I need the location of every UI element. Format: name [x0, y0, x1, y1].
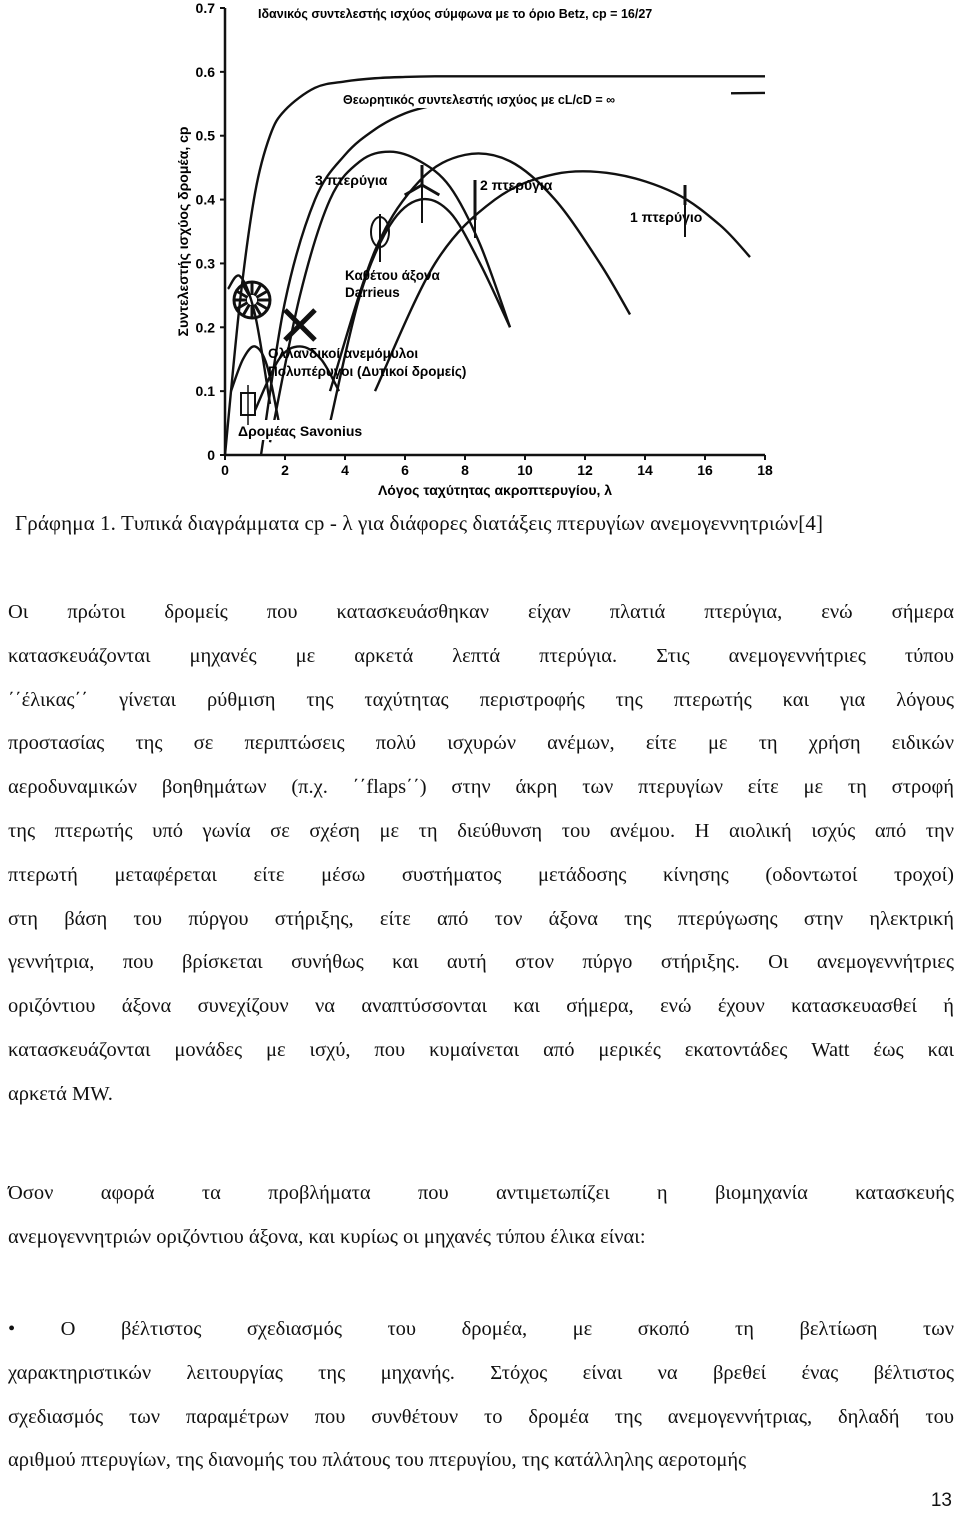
- darrieus-label-1: Καθέτου άξονα: [345, 268, 440, 283]
- paragraph-1-line: κατασκευάζονται μονάδες με ισχύ, που κυμαίνεται από μερικές εκατοντάδες Watt έως και: [8, 1038, 954, 1061]
- multiblade-label: Πολυπέρυγοι (Δυτικοί δρομείς): [268, 364, 467, 379]
- dutch-label: Ολλανδικοί ανεμόμυλοι: [268, 346, 419, 361]
- x-tick-label: 6: [401, 462, 409, 478]
- y-axis-label: Συντελεστής ισχύος δρομέα, cp: [175, 126, 191, 337]
- cp-lambda-chart: [150, 0, 800, 500]
- paragraph-2-line: Όσον αφορά τα προβλήματα που αντιμετωπίζει η βιομηχανία κατασκευής: [8, 1182, 954, 1204]
- paragraph-1-line: πτερωτή μεταφέρεται είτε μέσω συστήματος μετάδοσης κίνησης (οδοντωτοί τροχοί): [8, 863, 954, 886]
- paragraph-1-line: Οι πρώτοι δρομείς που κατασκευάσθηκαν είχαν πλατιά πτερύγια, ενώ σήμερα: [8, 601, 954, 623]
- chart-ticks: [196, 0, 773, 478]
- chart-labels: [175, 4, 731, 498]
- y-tick-label: 0.7: [195, 0, 215, 16]
- y-tick-label: 0.3: [195, 255, 215, 272]
- paragraph-1-line: γεννήτρια, που βρίσκεται συνήθως και αυτή στον πύργο στήριξης. Οι ανεμογεννήτριες: [8, 951, 954, 974]
- paragraph-1-line: αρκετά MW.: [8, 1082, 113, 1105]
- paragraph-2-line: ανεμογεννητριών οριζόντιου άξονα, και κυρίως οι μηχανές τύπου έλικα είναι:: [8, 1225, 646, 1248]
- y-tick-label: 0.1: [195, 383, 215, 400]
- one-blade-label: 1 πτερύγιο: [630, 209, 703, 225]
- paragraph-3-line: χαρακτηριστικών λειτουργίας της μηχανής. Στόχος είναι να βρεθεί ένας βέλτιστος: [8, 1361, 954, 1384]
- x-tick-label: 2: [281, 462, 289, 478]
- darrieus-curve: [330, 199, 510, 423]
- y-tick-label: 0.2: [195, 319, 215, 336]
- betz-label: Ιδανικός συντελεστής ισχύος σύμφωνα με το όριο Betz, cp = 16/27: [258, 7, 653, 21]
- three-blades-label: 3 πτερύγια: [315, 172, 388, 188]
- paragraph-3-line: σχεδιασμός των παραμέτρων που συνθέτουν το δρομέα της ανεμογεννήτριας, δηλαδή του: [8, 1405, 954, 1428]
- paragraph-1-line: της πτερωτής υπό γωνία σε σχέση με τη διεύθυνση του ανέμου. Η αιολική ισχύς από την: [8, 819, 954, 842]
- three-blade-turbine-icon: [405, 165, 440, 223]
- x-tick-label: 12: [577, 462, 593, 478]
- page-number: 13: [930, 1490, 952, 1511]
- paragraph-1-line: ΄΄έλικας΄΄ γίνεται ρύθμιση της ταχύτητας περιστροφής της πτερωτής και για λόγους: [8, 688, 954, 711]
- y-tick-label: 0.4: [195, 191, 215, 208]
- paragraph-1-line: στη βάση του πύργου στήριξης, είτε από τον άξονα της πτερύγωσης στην ηλεκτρική: [8, 907, 954, 930]
- paragraph-1-line: κατασκευάζονται μηχανές με αρκετά λεπτά πτερύγια. Στις ανεμογεννήτριες τύπου: [8, 644, 954, 667]
- x-tick-label: 18: [757, 462, 773, 478]
- x-tick-label: 14: [637, 462, 653, 478]
- x-tick-label: 0: [221, 462, 229, 478]
- paragraph-1-line: οριζόντιου άξονα συνεχίζουν να αναπτύσσονται και σήμερα, ενώ έχουν κατασκευασθεί ή: [8, 995, 954, 1018]
- two-blades-label: 2 πτερύγια: [480, 177, 553, 193]
- chart-curves: [225, 76, 765, 455]
- dutch-windmill-icon: [285, 310, 315, 340]
- y-tick-label: 0: [207, 447, 215, 463]
- paragraph-1: [8, 591, 954, 1117]
- paragraph-3-line: • Ο βέλτιστος σχεδιασμός του δρομέα, με σκοπό τη βελτίωση των: [8, 1318, 954, 1340]
- y-tick-label: 0.6: [195, 63, 215, 80]
- paragraph-3: [8, 1308, 954, 1483]
- x-tick-label: 10: [517, 462, 533, 478]
- x-tick-label: 8: [461, 462, 469, 478]
- three-blade-turbine-icon-blade: [422, 185, 439, 195]
- paragraph-2: [8, 1172, 954, 1260]
- theoretical-label: Θεωρητικός συντελεστής ισχύος με cL/cD = ∞: [343, 93, 616, 107]
- paragraph-1-line: αεροδυναμικών βοηθημάτων (π.χ. ΄΄flaps΄΄) στην άκρη των πτερυγίων είτε με τη στροφή: [8, 776, 954, 799]
- savonius-label: Δρομέας Savonius: [238, 423, 363, 439]
- y-tick-label: 0.5: [195, 127, 215, 144]
- theoretical-curve: [261, 93, 765, 455]
- betz-curve: [225, 76, 765, 455]
- darrieus-label-2: Darrieus: [345, 285, 400, 300]
- figure-caption: Γράφημα 1. Τυπικά διαγράμματα cp - λ για διάφορες διατάξεις πτερυγίων ανεμογεννητριών[4]: [15, 511, 824, 535]
- x-tick-label: 4: [341, 462, 349, 478]
- x-axis-label: Λόγος ταχύτητας ακροπτερυγίου, λ: [377, 482, 613, 498]
- savonius-icon: [241, 385, 255, 425]
- x-tick-label: 16: [697, 462, 713, 478]
- paragraph-3-line: αριθμού πτερυγίων, της διανομής του πλάτους του πτερυγίου, της κατάλληλης αεροτομής: [8, 1449, 747, 1472]
- paragraph-1-line: προστασίας της σε περιπτώσεις πολύ ισχυρών ανέμων, είτε με τη χρήση ειδικών: [8, 732, 954, 755]
